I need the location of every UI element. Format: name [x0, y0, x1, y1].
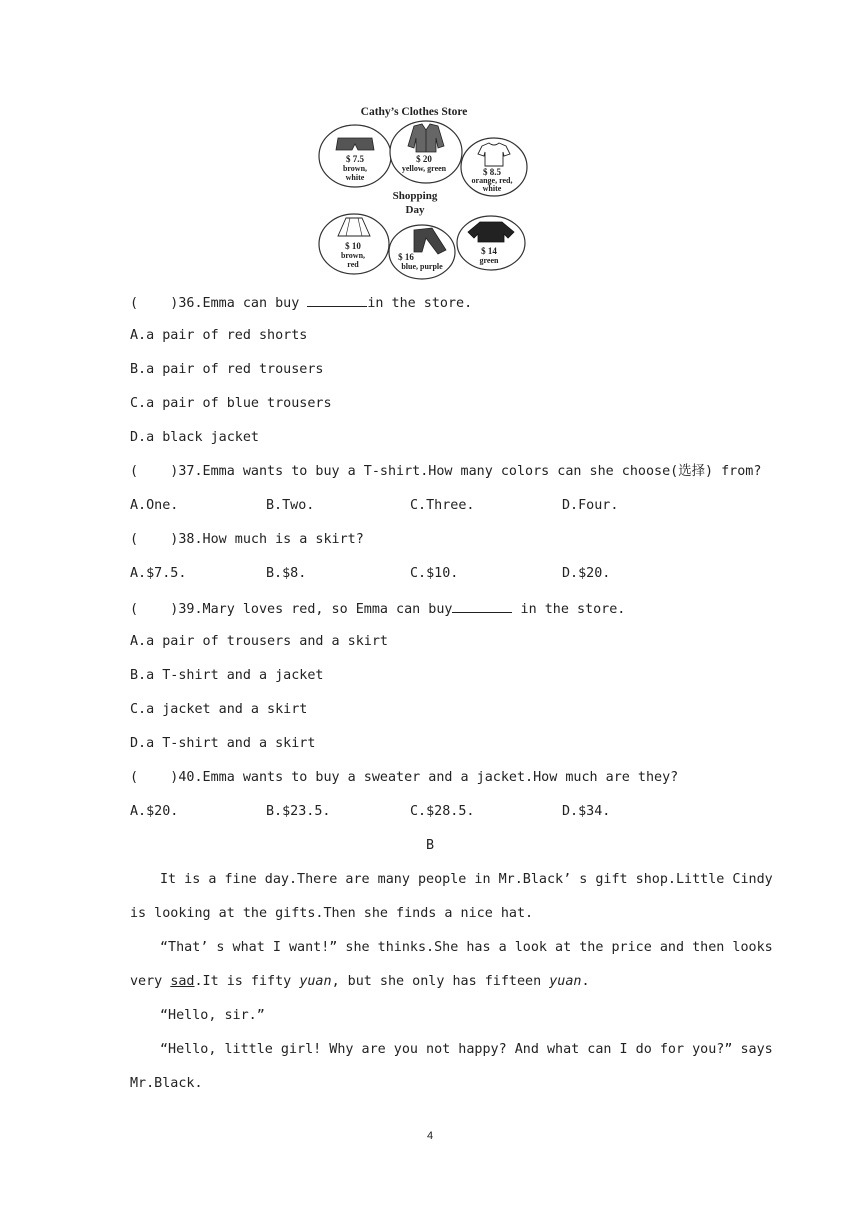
option-37-b: B.Two. [266, 498, 315, 513]
passage-text: , but she only has fifteen [331, 974, 550, 989]
passage-text: . [581, 974, 590, 989]
trousers-colors: blue, purple [401, 262, 443, 271]
option-37-a: A.One. [130, 498, 179, 513]
question-36-stem-a: ( )36.Emma can buy [130, 296, 308, 311]
skirt-item [319, 214, 389, 274]
trousers-price: $ 16 [398, 252, 414, 262]
jacket-price: $ 20 [416, 154, 432, 164]
center-label-2: Day [405, 204, 425, 216]
option-40-b: B.$23.5. [266, 804, 331, 819]
option-39-d: D.a T-shirt and a skirt [130, 736, 316, 751]
option-38-d: D.$20. [562, 566, 611, 581]
passage-p3: “Hello, sir.” [160, 1008, 265, 1023]
jacket-colors: yellow, green [401, 164, 447, 173]
figure-title: Cathy’s Clothes Store [360, 106, 468, 118]
question-36-stem-b: in the store. [367, 296, 473, 311]
shorts-colors-1: brown, [342, 164, 368, 173]
question-37: ( )37.Emma wants to buy a T-shirt.How many colors can she choose(选择) from? [130, 464, 762, 479]
tshirt-price: $ 8.5 [483, 167, 501, 177]
option-39-b: B.a T-shirt and a jacket [130, 668, 324, 683]
option-36-d: D.a black jacket [130, 430, 259, 445]
question-39-stem-b: in the store. [512, 602, 626, 617]
underlined-word: sad [170, 974, 195, 989]
question-36 [130, 294, 472, 312]
passage-p1-line2: is looking at the gifts.Then she finds a nice hat. [130, 906, 534, 921]
option-37-d: D.Four. [562, 498, 619, 513]
shorts-colors-2: white [345, 173, 365, 182]
tshirt-colors-1: orange, red, [471, 176, 513, 185]
passage-p2-line1: “That’ s what I want!” she thinks.She has a look at the price and then looks [160, 940, 773, 955]
option-38-c: C.$10. [410, 566, 459, 581]
question-40: ( )40.Emma wants to buy a sweater and a jacket.How much are they? [130, 770, 679, 785]
question-38: ( )38.How much is a skirt? [130, 532, 364, 547]
skirt-colors-1: brown, [340, 251, 366, 260]
question-39 [130, 600, 625, 618]
passage-text: .It is fifty [194, 974, 300, 989]
passage-p4-line2: Mr.Black. [130, 1076, 203, 1091]
skirt-colors-2: red [347, 260, 359, 269]
option-37-c: C.Three. [410, 498, 475, 513]
option-39-a: A.a pair of trousers and a skirt [130, 634, 388, 649]
passage-text: very [130, 974, 171, 989]
store-figure [318, 100, 530, 282]
section-heading-b: B [425, 838, 435, 853]
option-38-b: B.$8. [266, 566, 307, 581]
answer-blank-39[interactable] [452, 600, 512, 613]
trousers-item [389, 225, 455, 279]
passage-p2-line2 [130, 974, 590, 990]
sweater-price: $ 14 [481, 246, 497, 256]
italic-word: yuan [549, 974, 582, 989]
skirt-price: $ 10 [345, 241, 361, 251]
option-36-c: C.a pair of blue trousers [130, 396, 332, 411]
sweater-colors: green [479, 256, 499, 265]
option-36-b: B.a pair of red trousers [130, 362, 324, 377]
option-40-d: D.$34. [562, 804, 611, 819]
option-36-a: A.a pair of red shorts [130, 328, 308, 343]
answer-blank-36[interactable] [307, 294, 367, 307]
option-40-a: A.$20. [130, 804, 179, 819]
passage-p4-line1: “Hello, little girl! Why are you not happy? And what can I do for you?” says [160, 1042, 773, 1057]
center-label-1: Shopping [392, 190, 438, 202]
question-39-stem-a: ( )39.Mary loves red, so Emma can buy [130, 602, 453, 617]
option-38-a: A.$7.5. [130, 566, 187, 581]
option-40-c: C.$28.5. [410, 804, 475, 819]
shorts-item [319, 125, 391, 187]
page-number: 4 [426, 1130, 434, 1142]
tshirt-colors-2: white [482, 184, 502, 193]
jacket-item [390, 121, 462, 183]
option-39-c: C.a jacket and a skirt [130, 702, 308, 717]
sweater-item [457, 216, 525, 270]
italic-word: yuan [299, 974, 332, 989]
passage-p1-line1: It is a fine day.There are many people in Mr.Black’ s gift shop.Little Cindy [160, 872, 773, 887]
shorts-price: $ 7.5 [346, 154, 364, 164]
tshirt-item [461, 138, 527, 196]
store-figure-svg [318, 100, 530, 282]
